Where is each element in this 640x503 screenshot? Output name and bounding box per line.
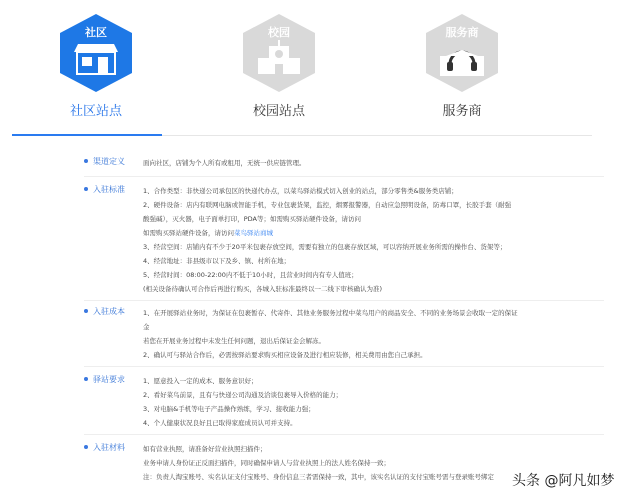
- section-standard-body: [143, 184, 613, 296]
- watermark: 头条 @阿凡如梦: [508, 470, 618, 490]
- tab-community-label: 社区站点: [69, 104, 122, 119]
- cost-line: 2、确认可与驿站合作后，必需按驿站要求购买相应设备及进行相应装修，相关费用由您自己承担。: [143, 351, 427, 359]
- tab-service-hex-title: 服务商: [445, 26, 479, 39]
- tab-campus-label: 校园站点: [252, 104, 305, 119]
- community-store-icon: [60, 14, 132, 92]
- section-materials-heading: 入驻材料: [84, 442, 125, 453]
- active-tab-indicator: [12, 134, 162, 136]
- section-standard-heading: 入驻标准: [84, 184, 125, 195]
- standard-link-prefix: 如需购买驿站硬件设备，请访问: [143, 229, 234, 237]
- cost-line: 若您在开展业务过程中未发生任何问题，退出后保证金会解冻。: [143, 337, 325, 345]
- cost-line: 1、在开展驿站业务时，为保证在包裹暂存、代寄件、其他业务服务过程中菜鸟用户的商品安全、不同的业务场景会收取一定的保证: [143, 309, 518, 317]
- requirement-line: 2、看好菜鸟前景，且有与快递公司沟通及洽谈包裹导入价格的能力；: [143, 391, 343, 399]
- site-type-tabs: [0, 0, 640, 140]
- section-channel-body: [143, 156, 613, 170]
- standard-line: 5、经营时间：08:00-22:00内不低于10小时，且营业时间内有专人值班；: [143, 271, 358, 279]
- materials-line: 业务申请人身份证正反面扫描件，同时确保申请人与营业执照上的法人姓名保持一致；: [143, 459, 390, 467]
- standard-line: (相关设备待确认可合作后再进行购买，各城入驻标准最终以一二线下审核确认为准): [143, 285, 383, 293]
- bullet-icon: [84, 187, 88, 191]
- tab-campus[interactable]: [229, 0, 329, 126]
- section-requirement-heading: 驿站要求: [84, 374, 125, 385]
- tab-community-hex-title: 社区: [85, 26, 107, 39]
- standard-line: 酸强碱），灭火器，电子面单打印，PDA等；如需购买驿站硬件设备，请访问: [143, 215, 362, 223]
- tab-campus-hex-title: 校园: [268, 26, 290, 39]
- divider: [84, 366, 604, 367]
- section-cost-heading: 入驻成本: [84, 306, 125, 317]
- bullet-icon: [84, 445, 88, 449]
- standard-line: 2、硬件设备：店内有联网电脑或智能手机，专业包裹货架，监控，烟雾报警器，自动应急照明设备，防毒口罩，长胶手套（耐强: [143, 201, 512, 209]
- section-requirement-body: [143, 374, 613, 430]
- standard-line: 4、经营地址：非县级市以下及乡、镇、村所在地；: [143, 257, 291, 265]
- cainiao-store-link[interactable]: 菜鸟驿站商城: [234, 229, 273, 237]
- service-headset-icon: [426, 14, 498, 92]
- standard-line: 3、经营空间：店铺内有不少于20平米包裹存放空间，需要有独立的包裹存放区域，可以容纳开展业务所需的操作台、货架等；: [143, 243, 507, 251]
- requirement-line: 3、对电脑&手机等电子产品操作熟练，学习、接收能力强；: [143, 405, 315, 413]
- tab-service-label: 服务商: [442, 104, 482, 119]
- standard-line: 1、合作类型：非快递公司承包区的快递代办点，以菜鸟驿站模式切入创业的站点，部分零售类&服务类店铺；: [143, 187, 458, 195]
- divider: [84, 176, 604, 177]
- bullet-icon: [84, 377, 88, 381]
- materials-line: 如有营业执照，请准备好营业执照扫描件；: [143, 445, 267, 453]
- standard-link-line: [143, 226, 613, 240]
- bullet-icon: [84, 309, 88, 313]
- tab-community[interactable]: [46, 0, 146, 126]
- divider: [84, 434, 604, 435]
- requirement-line: 4、个人健康状况良好且已取得家庭成员认可并支持。: [143, 419, 297, 427]
- bullet-icon: [84, 159, 88, 163]
- requirement-line: 1、愿意投入一定的成本、服务意识好；: [143, 377, 258, 385]
- channel-line: 面向社区，店铺为个人所有或租用，无统一供应链管理。: [143, 159, 306, 167]
- materials-line: 注：负责人淘宝账号、实名认证支付宝账号、身份信息三者需保持一致，其中，该实名认证的支付宝账号需与登录账号绑定: [143, 473, 494, 481]
- section-channel-heading: 渠道定义: [84, 156, 125, 167]
- school-building-icon: [243, 14, 315, 92]
- cost-line: 金: [143, 323, 150, 331]
- divider: [84, 300, 604, 301]
- tab-service-provider[interactable]: [412, 0, 512, 126]
- section-cost-body: [143, 306, 613, 362]
